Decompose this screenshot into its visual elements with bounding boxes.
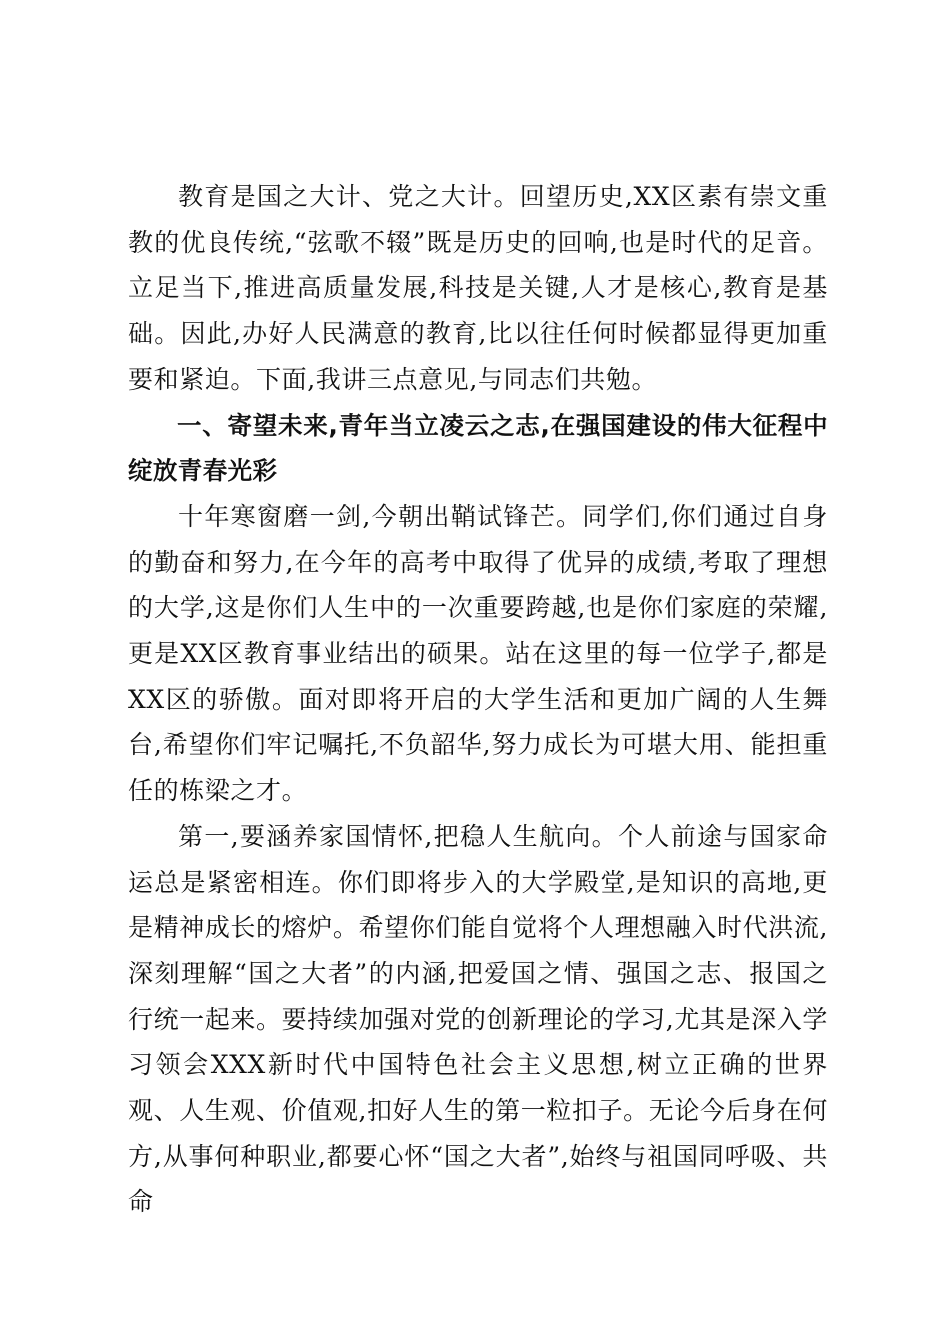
section-1-paragraph-1: 十年寒窗磨一剑,今朝出鞘试锋芒。同学们,你们通过自身的勤奋和努力,在今年的高考中取得了优异的成绩,考取了理想的大学,这是你们人生中的一次重要跨越,也是你们家庭的荣耀,更是XX区教育事业结出的硕果。站在这里的每一位学子,都是XX区的骄傲。面对即将开启的大学生活和更加广阔的人生舞台,希望你们牢记嘱托,不负韶华,努力成长为可堪大用、能担重任的栋梁之才。	[128, 501, 828, 806]
document-body	[128, 174, 828, 1225]
section-heading-1: 一、寄望未来,青年当立凌云之志,在强国建设的伟大征程中绽放青春光彩	[128, 410, 828, 486]
intro-paragraph: 教育是国之大计、党之大计。回望历史,XX区素有崇文重教的优良传统,“弦歌不辍”既是历史的回响,也是时代的足音。立足当下,推进高质量发展,科技是关键,人才是核心,教育是基础。因此,办好人民满意的教育,比以往任何时候都显得更加重要和紧迫。下面,我讲三点意见,与同志们共勉。	[128, 182, 828, 394]
section-1-paragraph-2: 第一,要涵养家国情怀,把稳人生航向。个人前途与国家命运总是紧密相连。你们即将步入的大学殿堂,是知识的高地,更是精神成长的熔炉。希望你们能自觉将个人理想融入时代洪流,深刻理解“国之大者”的内涵,把爱国之情、强国之志、报国之行统一起来。要持续加强对党的创新理论的学习,尤其是深入学习领会XXX新时代中国特色社会主义思想,树立正确的世界观、人生观、价值观,扣好人生的第一粒扣子。无论今后身在何方,从事何种职业,都要心怀“国之大者”,始终与祖国同呼吸、共命	[128, 821, 828, 1217]
